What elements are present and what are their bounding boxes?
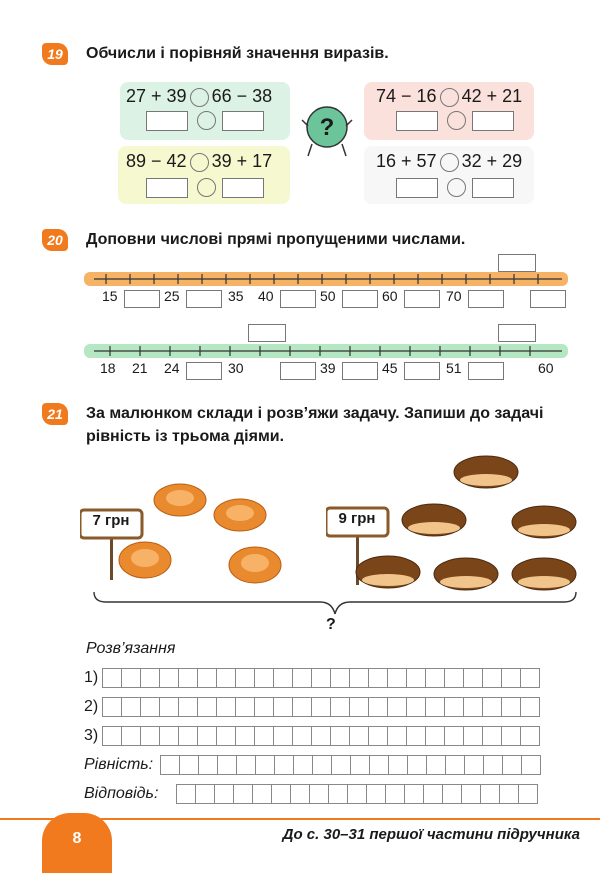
grid-cell[interactable] [387, 697, 407, 717]
answer-box[interactable] [530, 290, 566, 308]
compare-circle[interactable] [197, 178, 216, 197]
expression-row [376, 86, 522, 107]
grid-cell[interactable] [178, 668, 198, 688]
task-21-number: 21 [42, 403, 68, 425]
grid-cell[interactable] [255, 755, 275, 775]
answer-grid-3[interactable] [102, 726, 539, 746]
grid-cell[interactable] [423, 784, 443, 804]
grid-cell[interactable] [407, 755, 427, 775]
answer-box[interactable] [472, 178, 514, 198]
grid-cell[interactable] [274, 755, 294, 775]
compare-circle[interactable] [447, 111, 466, 130]
grid-cell[interactable] [502, 755, 522, 775]
grid-cell[interactable] [482, 697, 502, 717]
grid-cell[interactable] [311, 697, 331, 717]
question-mark: ? [326, 616, 336, 633]
compare-circle[interactable] [440, 153, 459, 172]
grid-cell[interactable] [236, 755, 256, 775]
grid-cell[interactable] [501, 726, 521, 746]
expr-left: 89 − 42 [126, 151, 187, 171]
expr-right: 39 + 17 [211, 151, 273, 171]
expr-right: 32 + 29 [461, 151, 523, 171]
solution-heading: Розв’язання [86, 640, 176, 657]
grid-cell[interactable] [480, 784, 500, 804]
number-label: 45 [382, 360, 398, 376]
grid-cell[interactable] [197, 726, 217, 746]
answer-box[interactable] [280, 362, 316, 380]
grid-cell[interactable] [233, 784, 253, 804]
grid-cell[interactable] [160, 755, 180, 775]
grid-cell[interactable] [368, 726, 388, 746]
grid-cell[interactable] [217, 755, 237, 775]
grid-cell[interactable] [292, 668, 312, 688]
number-label: 51 [446, 360, 462, 376]
grid-cell[interactable] [463, 726, 483, 746]
answer-box[interactable] [498, 324, 536, 342]
grid-cell[interactable] [311, 668, 331, 688]
compare-circle[interactable] [447, 178, 466, 197]
number-label: 21 [132, 360, 148, 376]
grid-cell[interactable] [273, 726, 293, 746]
answer-box[interactable] [124, 290, 160, 308]
grid-cell[interactable] [518, 784, 538, 804]
grid-cell[interactable] [292, 697, 312, 717]
page-number: 8 [42, 813, 112, 873]
task-21-text-line2: рівність із трьома діями. [86, 428, 285, 445]
task-20-number: 20 [42, 229, 68, 251]
grid-cell[interactable] [406, 668, 426, 688]
grid-cell[interactable] [404, 784, 424, 804]
question-character-icon [300, 100, 354, 158]
number-label: 30 [228, 360, 244, 376]
grid-cell[interactable] [349, 668, 369, 688]
grid-cell[interactable] [499, 784, 519, 804]
answer-box[interactable] [280, 290, 316, 308]
grid-cell[interactable] [273, 668, 293, 688]
number-label: 39 [320, 360, 336, 376]
number-label: 18 [100, 360, 116, 376]
grid-cell[interactable] [482, 726, 502, 746]
grid-cell[interactable] [195, 784, 215, 804]
grid-cell[interactable] [309, 784, 329, 804]
svg-text:?: ? [319, 114, 335, 141]
grid-cell[interactable] [369, 755, 389, 775]
answer-box[interactable] [468, 362, 504, 380]
answer-box[interactable] [248, 324, 286, 342]
grid-cell[interactable] [425, 668, 445, 688]
answer-box[interactable] [186, 362, 222, 380]
grid-cell[interactable] [159, 668, 179, 688]
grid-cell[interactable] [140, 697, 160, 717]
grid-cell[interactable] [290, 784, 310, 804]
grid-cell[interactable] [444, 668, 464, 688]
grid-cell[interactable] [331, 755, 351, 775]
grid-cell[interactable] [102, 697, 122, 717]
answer-box[interactable] [342, 362, 378, 380]
grid-cell[interactable] [349, 726, 369, 746]
grid-cell[interactable] [520, 668, 540, 688]
answer-box[interactable] [342, 290, 378, 308]
expr-left: 27 + 39 [126, 86, 187, 106]
grid-cell[interactable] [368, 697, 388, 717]
equality-grid[interactable] [160, 755, 540, 775]
grid-cell[interactable] [385, 784, 405, 804]
compare-circle[interactable] [440, 88, 459, 107]
grid-cell[interactable] [176, 784, 196, 804]
number-label: 50 [320, 288, 336, 304]
textbook-reference: До с. 30–31 першої частини підручника [282, 826, 580, 843]
grid-cell[interactable] [140, 668, 160, 688]
grid-cell[interactable] [406, 726, 426, 746]
number-label: 40 [258, 288, 274, 304]
grid-cell[interactable] [482, 668, 502, 688]
grid-cell[interactable] [464, 755, 484, 775]
answer-box[interactable] [396, 111, 438, 131]
grid-cell[interactable] [179, 755, 199, 775]
grid-cell[interactable] [121, 697, 141, 717]
grid-cell[interactable] [198, 755, 218, 775]
grid-cell[interactable] [520, 697, 540, 717]
expr-right: 66 − 38 [211, 86, 273, 106]
answer-box[interactable] [146, 111, 188, 131]
grid-cell[interactable] [444, 697, 464, 717]
grid-cell[interactable] [330, 668, 350, 688]
grid-cell[interactable] [121, 726, 141, 746]
grid-cell[interactable] [235, 697, 255, 717]
grid-cell[interactable] [140, 726, 160, 746]
grid-cell[interactable] [271, 784, 291, 804]
compare-circle[interactable] [190, 88, 209, 107]
grid-cell[interactable] [311, 726, 331, 746]
croissants-illustration [80, 470, 300, 590]
grid-cell[interactable] [214, 784, 234, 804]
price-tag-9: 9 грн [338, 510, 376, 527]
grid-cell[interactable] [330, 697, 350, 717]
number-label: 60 [538, 360, 554, 376]
answer-label: Відповідь: [84, 785, 159, 802]
grid-cell[interactable] [254, 668, 274, 688]
number-label: 35 [228, 288, 244, 304]
grid-cell[interactable] [328, 784, 348, 804]
grid-cell[interactable] [387, 668, 407, 688]
number-label: 25 [164, 288, 180, 304]
grid-cell[interactable] [216, 697, 236, 717]
answer-box[interactable] [222, 178, 264, 198]
answer-box[interactable] [468, 290, 504, 308]
grid-cell[interactable] [312, 755, 332, 775]
grid-cell[interactable] [159, 697, 179, 717]
answer-box[interactable] [396, 178, 438, 198]
task-20-text: Доповни числові прямі пропущеними числами. [86, 231, 466, 248]
answer-box[interactable] [472, 111, 514, 131]
price-tag-7: 7 грн [92, 512, 130, 529]
grid-cell[interactable] [102, 726, 122, 746]
grid-cell[interactable] [254, 697, 274, 717]
expr-left: 16 + 57 [376, 151, 437, 171]
grid-cell[interactable] [483, 755, 503, 775]
compare-circle[interactable] [197, 111, 216, 130]
answer-box[interactable] [146, 178, 188, 198]
answer-box[interactable] [222, 111, 264, 131]
grid-cell[interactable] [293, 755, 313, 775]
task-19-number: 19 [42, 43, 68, 65]
grid-cell[interactable] [388, 755, 408, 775]
number-label: 70 [446, 288, 462, 304]
grid-cell[interactable] [501, 697, 521, 717]
grid-cell[interactable] [426, 755, 446, 775]
grid-cell[interactable] [216, 726, 236, 746]
grid-cell[interactable] [501, 668, 521, 688]
row-label-3: 3) [84, 727, 99, 744]
grid-cell[interactable] [178, 697, 198, 717]
grid-cell[interactable] [445, 755, 465, 775]
answer-grid-1[interactable] [102, 668, 539, 688]
grid-cell[interactable] [350, 755, 370, 775]
task-19-text: Обчисли і порівняй значення виразів. [86, 45, 389, 62]
expression-row [376, 151, 522, 172]
grid-cell[interactable] [349, 697, 369, 717]
grid-cell[interactable] [366, 784, 386, 804]
grid-cell[interactable] [159, 726, 179, 746]
grid-cell[interactable] [292, 726, 312, 746]
grid-cell[interactable] [235, 668, 255, 688]
grid-cell[interactable] [273, 697, 293, 717]
expr-right: 42 + 21 [461, 86, 523, 106]
grid-cell[interactable] [425, 697, 445, 717]
grid-cell[interactable] [461, 784, 481, 804]
grid-cell[interactable] [121, 668, 141, 688]
grid-cell[interactable] [442, 784, 462, 804]
equality-label: Рівність: [84, 756, 154, 773]
grid-cell[interactable] [216, 668, 236, 688]
task-21-text-line1: За малюнком склади і розв’яжи задачу. Запиши до задачі [86, 405, 544, 422]
grid-cell[interactable] [425, 726, 445, 746]
grid-cell[interactable] [102, 668, 122, 688]
grid-cell[interactable] [444, 726, 464, 746]
row-label-1: 1) [84, 669, 99, 686]
grid-cell[interactable] [368, 668, 388, 688]
grid-cell[interactable] [252, 784, 272, 804]
answer-grid[interactable] [176, 784, 537, 804]
grid-cell[interactable] [463, 697, 483, 717]
grid-cell[interactable] [520, 726, 540, 746]
grid-cell[interactable] [197, 697, 217, 717]
grid-cell[interactable] [197, 668, 217, 688]
grid-cell[interactable] [406, 697, 426, 717]
expression-row [126, 86, 272, 107]
number-label: 60 [382, 288, 398, 304]
grid-cell[interactable] [254, 726, 274, 746]
answer-grid-2[interactable] [102, 697, 539, 717]
expr-left: 74 − 16 [376, 86, 437, 106]
grid-cell[interactable] [330, 726, 350, 746]
answer-box[interactable] [404, 362, 440, 380]
grid-cell[interactable] [178, 726, 198, 746]
grid-cell[interactable] [235, 726, 255, 746]
grid-cell[interactable] [521, 755, 541, 775]
answer-box[interactable] [404, 290, 440, 308]
expression-row [126, 151, 272, 172]
grid-cell[interactable] [347, 784, 367, 804]
number-label: 15 [102, 288, 118, 304]
number-label: 24 [164, 360, 180, 376]
row-label-2: 2) [84, 698, 99, 715]
compare-circle[interactable] [190, 153, 209, 172]
answer-box[interactable] [186, 290, 222, 308]
answer-box[interactable] [498, 254, 536, 272]
grid-cell[interactable] [463, 668, 483, 688]
grid-cell[interactable] [387, 726, 407, 746]
